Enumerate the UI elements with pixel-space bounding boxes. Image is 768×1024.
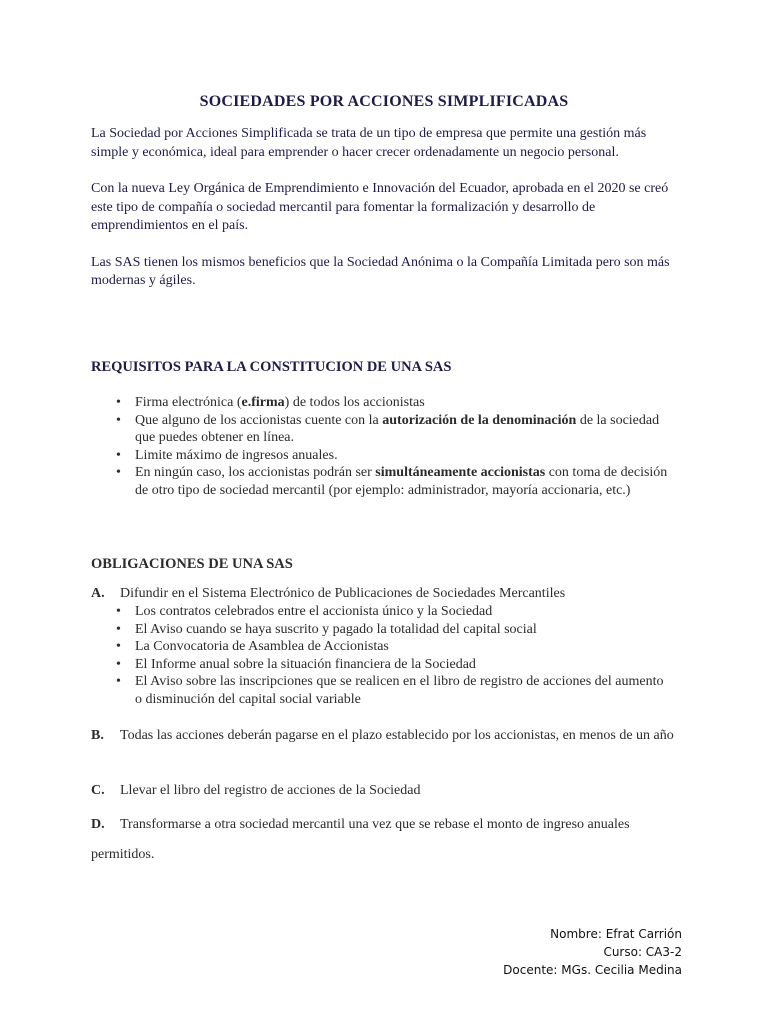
signature-curso: Curso: CA3-2: [603, 945, 682, 959]
list-item: • La Convocatoria de Asamblea de Accionistas: [116, 639, 389, 654]
obligaciones-heading: OBLIGACIONES DE UNA SAS: [91, 556, 293, 572]
requisitos-heading: REQUISITOS PARA LA CONSTITUCION DE UNA SAS: [91, 359, 452, 375]
obligacion-c: [91, 780, 681, 802]
list-item: • El Aviso cuando se haya suscrito y pagado la totalidad del capital social: [116, 621, 537, 637]
bullet-icon: •: [116, 395, 121, 410]
bullet-icon: •: [116, 656, 121, 672]
list-item: • Los contratos celebrados entre el accionista único y la Sociedad: [116, 604, 493, 619]
item-letter: B.: [91, 728, 104, 743]
bullet-icon: •: [116, 604, 121, 619]
bullet-icon: •: [116, 447, 121, 463]
obligacion-a-list: [116, 603, 671, 708]
document-title: SOCIEDADES POR ACCIONES SIMPLIFICADAS: [199, 93, 569, 110]
signature-nombre: Nombre: Efrat Carrión: [550, 927, 682, 941]
list-item: • Limite máximo de ingresos anuales.: [116, 447, 338, 463]
intro-paragraph: Las SAS tienen los mismos beneficios que la Sociedad Anónima o la Compañía Limitada pero son más modernas y ágiles.: [91, 254, 670, 288]
item-letter: C.: [91, 783, 105, 798]
list-item: • Que alguno de los accionistas cuente con la autorización de la denominación de la sociedad que puedes obtener en línea.: [116, 412, 660, 445]
obligacion-a: [91, 585, 681, 602]
intro-paragraph: Con la nueva Ley Orgánica de Emprendimiento e Innovación del Ecuador, aprobada en el 2020 se creó este tipo de compañía o sociedad mercantil para fomentar la formalización y desarrollo de emprendimientos en el país.: [91, 181, 669, 233]
bullet-icon: •: [116, 639, 121, 654]
list-item: • En ningún caso, los accionistas podrán ser simultáneamente accionistas con toma de decisión de otro tipo de sociedad mercantil (por ejemplo: administrador, mayoría accionaria, etc.): [116, 465, 668, 498]
bullet-icon: •: [116, 465, 121, 480]
list-item: • Firma electrónica (e.firma) de todos los accionistas: [116, 395, 425, 410]
item-letter: D.: [91, 817, 105, 832]
bullet-icon: •: [116, 674, 121, 689]
item-text: Difundir en el Sistema Electrónico de Publicaciones de Sociedades Mercantiles: [120, 586, 566, 601]
intro-section: [91, 125, 681, 309]
list-item: • El Informe anual sobre la situación financiera de la Sociedad: [116, 656, 476, 672]
signature-docente: Docente: MGs. Cecilia Medina: [503, 963, 682, 977]
item-text: Transformarse a otra sociedad mercantil una vez que se rebase el monto de ingreso anuales permitidos.: [91, 817, 630, 862]
requisitos-list: [116, 394, 671, 499]
intro-paragraph: La Sociedad por Acciones Simplificada se trata de un tipo de empresa que permite una gestión más simple y económica, ideal para emprender o hacer crecer ordenadamente un negocio personal.: [91, 126, 647, 160]
list-item: • El Aviso sobre las inscripciones que se realicen en el libro de registro de acciones del aumento o disminución del capital social variable: [116, 674, 664, 707]
signature-block: [503, 925, 682, 979]
item-text: Llevar el libro del registro de acciones de la Sociedad: [120, 783, 421, 798]
obligacion-b: [91, 721, 681, 751]
bullet-icon: •: [116, 412, 121, 428]
item-text: Todas las acciones deberán pagarse en el plazo establecido por los accionistas, en menos de un año: [120, 728, 674, 743]
bullet-icon: •: [116, 621, 121, 637]
obligacion-d: [91, 810, 681, 870]
item-letter: A.: [91, 586, 105, 601]
